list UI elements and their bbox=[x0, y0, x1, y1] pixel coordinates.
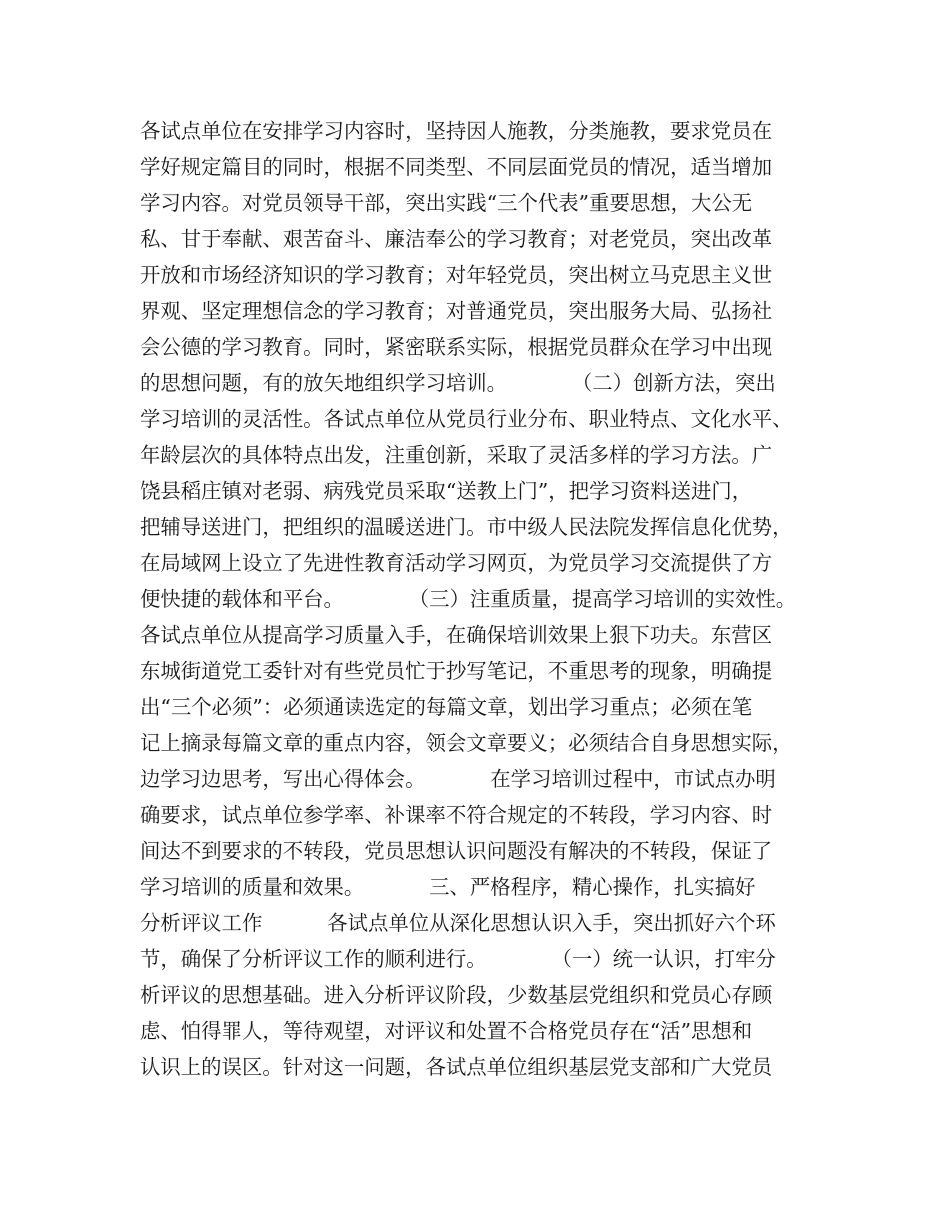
text-line: 私、甘于奉献、艰苦奋斗、廉洁奉公的学习教育；对老党员，突出改革 bbox=[140, 227, 773, 251]
text-line: 虑、怕得罪人，等待观望，对评议和处置不合格党员存在“活”思想和 bbox=[140, 1019, 753, 1043]
text-line: 开放和市场经济知识的学习教育；对年轻党员，突出树立马克思主义世 bbox=[140, 263, 773, 287]
body-text bbox=[140, 113, 840, 1085]
text-line: 便快捷的载体和平台。 （三）注重质量，提高学习培训的实效性。 bbox=[140, 587, 797, 611]
text-line: 间达不到要求的不转段，党员思想认识问题没有解决的不转段，保证了 bbox=[140, 839, 773, 863]
text-line: 界观、坚定理想信念的学习教育；对普通党员，突出服务大局、弘扬社 bbox=[140, 299, 773, 323]
text-line: 学习培训的灵活性。各试点单位从党员行业分布、职业特点、文化水平、 bbox=[140, 407, 793, 431]
text-line: 学好规定篇目的同时，根据不同类型、不同层面党员的情况，适当增加 bbox=[140, 155, 773, 179]
text-line: 确要求，试点单位参学率、补课率不符合规定的不转段，学习内容、时 bbox=[140, 803, 773, 827]
text-line: 边学习边思考，写出心得体会。 在学习培训过程中，市试点办明 bbox=[140, 767, 776, 791]
text-line: 认识上的误区。针对这一问题，各试点单位组织基层党支部和广大党员 bbox=[140, 1055, 773, 1079]
text-line: 的思想问题，有的放矢地组织学习培训。 （二）创新方法，突出 bbox=[140, 371, 776, 395]
text-line: 把辅导送进门，把组织的温暖送进门。市中级人民法院发挥信息化优势， bbox=[140, 515, 793, 539]
text-line: 学习培训的质量和效果。 三、严格程序，精心操作，扎实搞好 bbox=[140, 875, 756, 899]
text-line: 析评议的思想基础。进入分析评议阶段，少数基层党组织和党员心存顾 bbox=[140, 983, 773, 1007]
text-line: 记上摘录每篇文章的重点内容，领会文章要义；必须结合自身思想实际， bbox=[140, 731, 793, 755]
text-line: 在局域网上设立了先进性教育活动学习网页，为党员学习交流提供了方 bbox=[140, 551, 773, 575]
text-line: 东城街道党工委针对有些党员忙于抄写笔记，不重思考的现象，明确提 bbox=[140, 659, 773, 683]
text-line: 各试点单位从提高学习质量入手，在确保培训效果上狠下功夫。东营区 bbox=[140, 623, 773, 647]
text-line: 各试点单位在安排学习内容时，坚持因人施教，分类施教，要求党员在 bbox=[140, 119, 773, 143]
text-line: 饶县稻庄镇对老弱、病残党员采取“送教上门”，把学习资料送进门， bbox=[140, 479, 753, 503]
text-line: 出“三个必须”：必须通读选定的每篇文章，划出学习重点；必须在笔 bbox=[140, 695, 753, 719]
text-line: 年龄层次的具体特点出发，注重创新，采取了灵活多样的学习方法。广 bbox=[140, 443, 773, 467]
text-line: 分析评议工作 各试点单位从深化思想认识入手，突出抓好六个环 bbox=[140, 911, 776, 935]
text-line: 节，确保了分析评议工作的顺利进行。 （一）统一认识，打牢分 bbox=[140, 947, 776, 971]
text-line: 学习内容。对党员领导干部，突出实践“三个代表”重要思想，大公无 bbox=[140, 191, 753, 215]
text-line: 会公德的学习教育。同时，紧密联系实际，根据党员群众在学习中出现 bbox=[140, 335, 773, 359]
